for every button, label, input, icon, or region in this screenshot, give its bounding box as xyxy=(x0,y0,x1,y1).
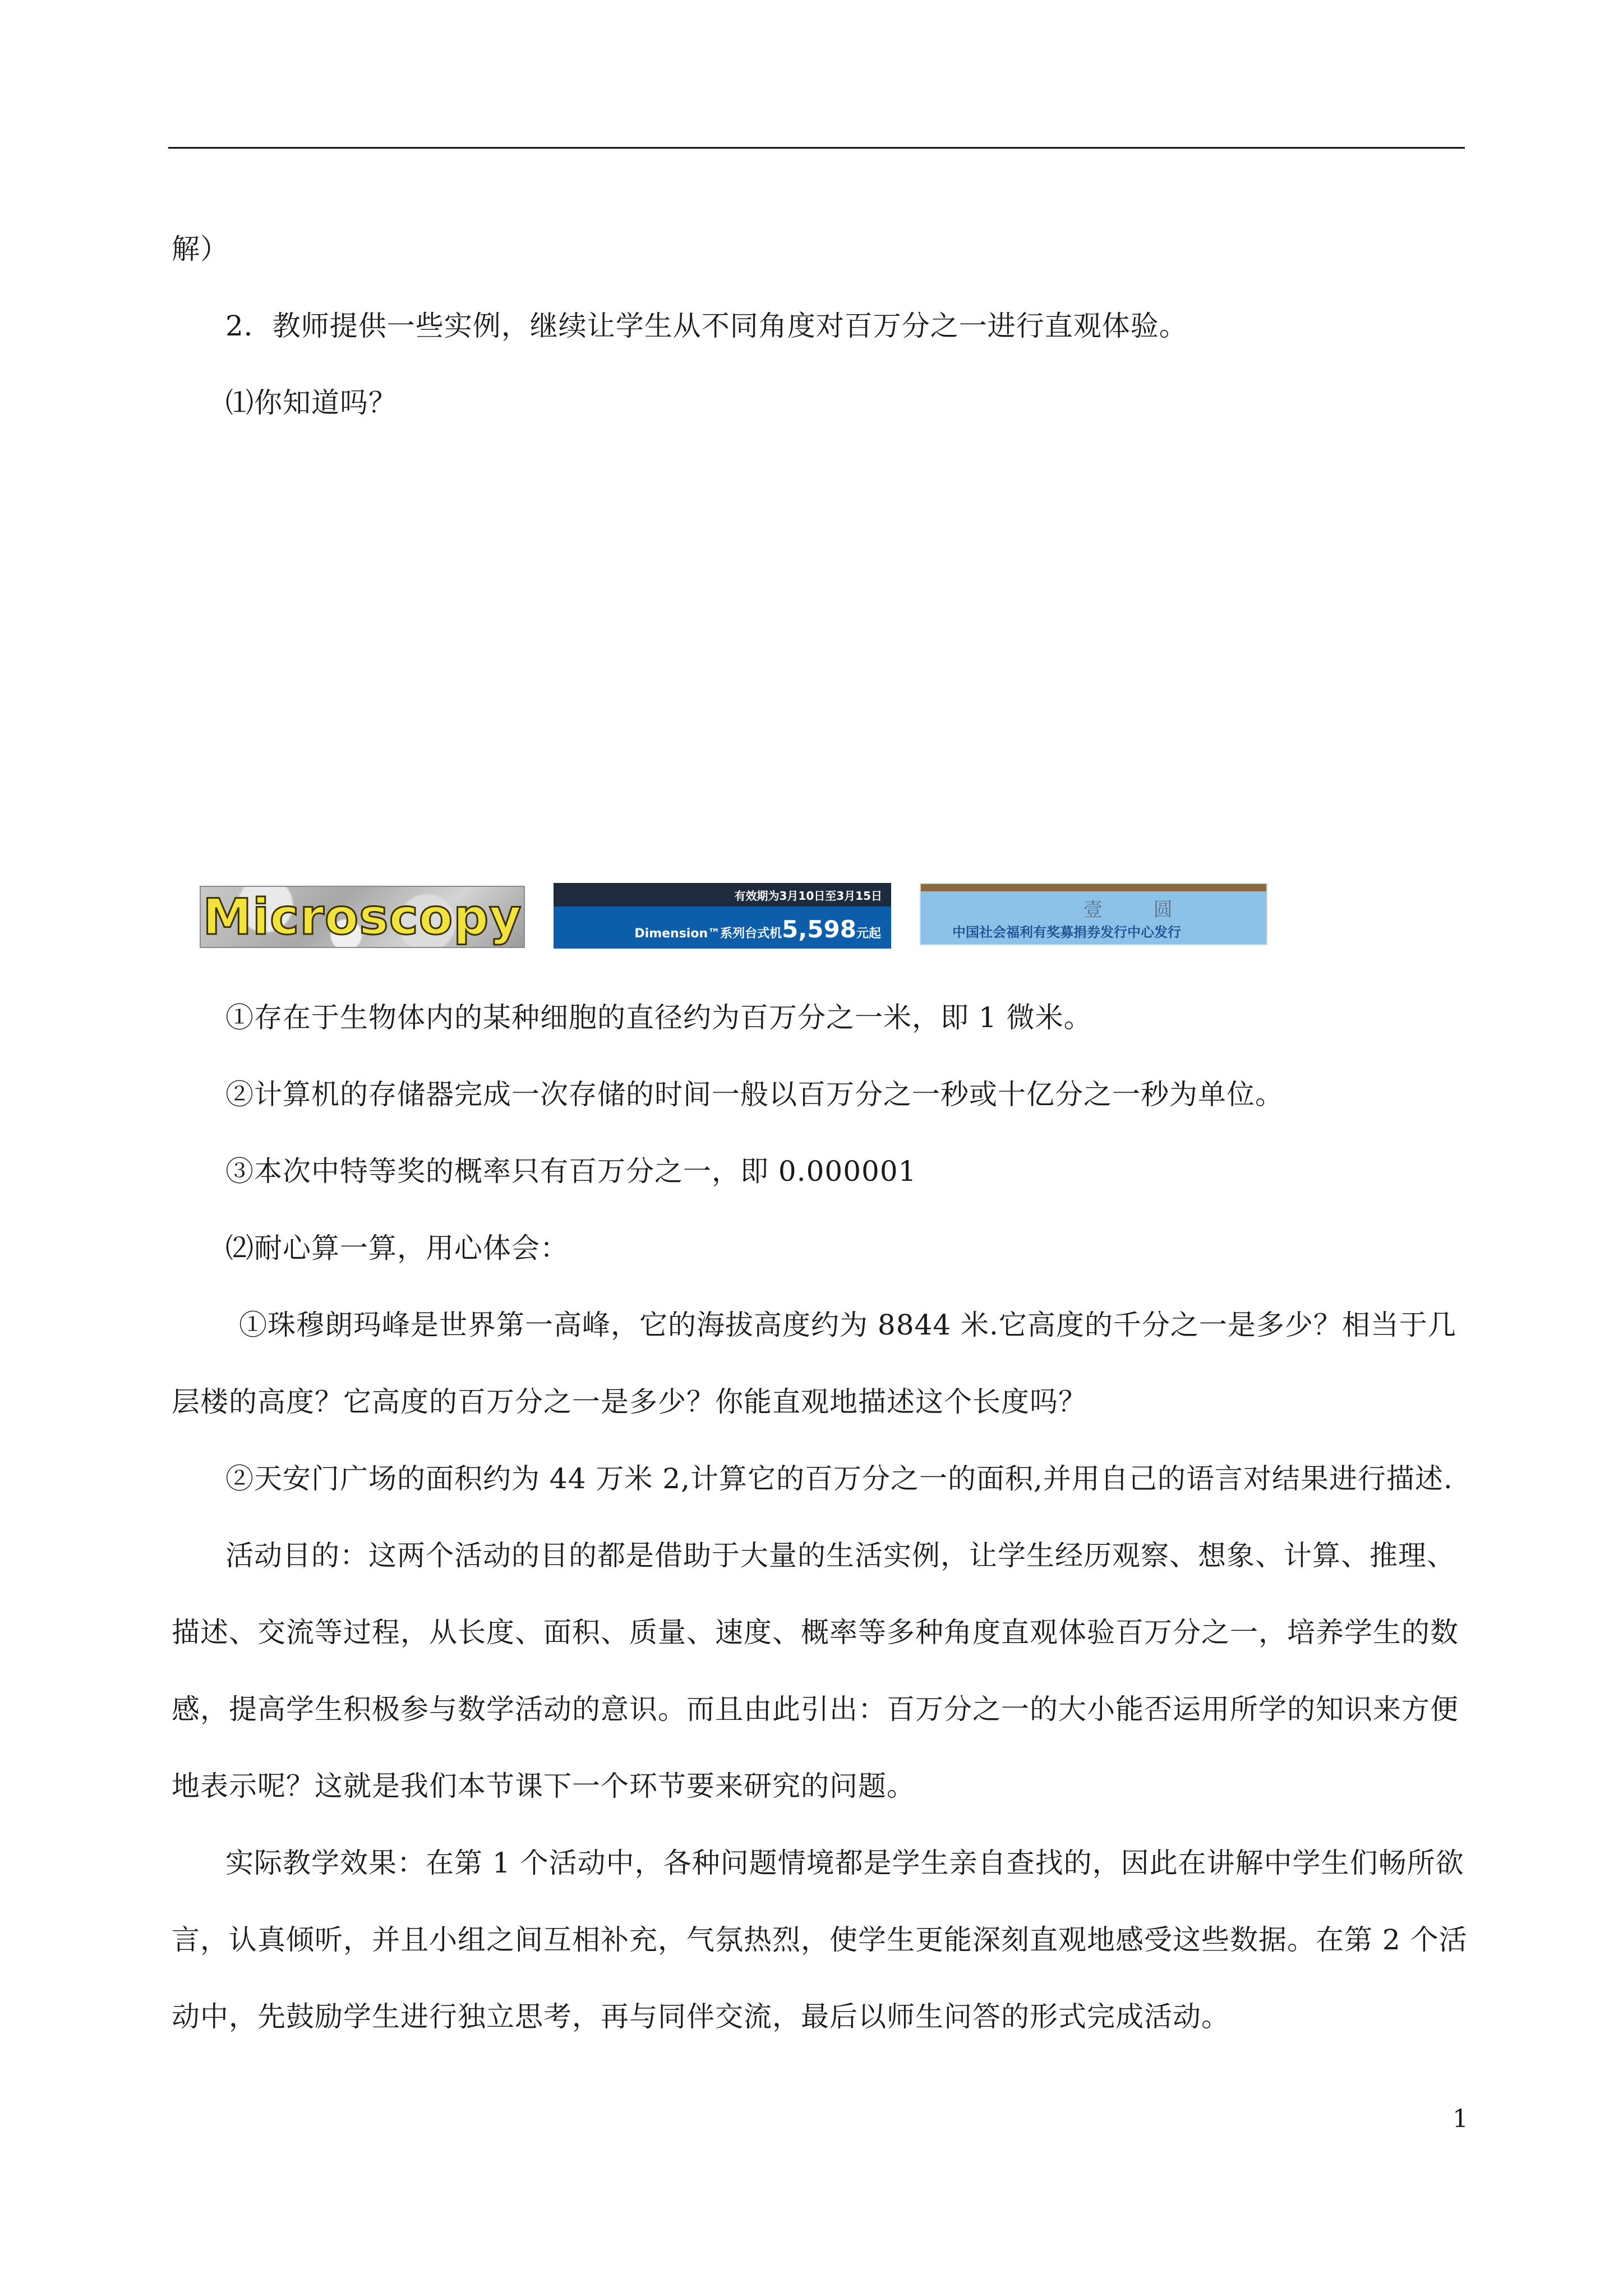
microscopy-banner xyxy=(200,886,525,948)
page-number: 1 xyxy=(1453,2105,1468,2133)
text-line-4: ①存在于生物体内的某种细胞的直径约为百万分之一米，即 1 微米。 xyxy=(225,1001,1092,1034)
text-line-13: 感，提高学生积极参与数学活动的意识。而且由此引出：百万分之一的大小能否运用所学的知识来方便 xyxy=(172,1693,1459,1726)
text-line-9: 层楼的高度？它高度的百万分之一是多少？你能直观地描述这个长度吗？ xyxy=(172,1386,1087,1418)
text-line-11: 活动目的：这两个活动的目的都是借助于大量的生活实例，让学生经历观察、想象、计算、推理、 xyxy=(225,1539,1455,1572)
text-line-5: ②计算机的存储器完成一次存储的时间一般以百万分之一秒或十亿分之一秒为单位。 xyxy=(225,1078,1284,1111)
text-line-14: 地表示呢？这就是我们本节课下一个环节要来研究的问题。 xyxy=(172,1770,915,1802)
text-line-6: ③本次中特等奖的概率只有百万分之一，即 0.000001 xyxy=(225,1155,917,1188)
text-line-2: 2．教师提供一些实例，继续让学生从不同角度对百万分之一进行直观体验。 xyxy=(225,310,1188,342)
text-line-10: ②天安门广场的面积约为 44 万米 2,计算它的百万分之一的面积,并用自己的语言对结果进行描述. xyxy=(225,1462,1453,1495)
text-line-12: 描述、交流等过程，从长度、面积、质量、速度、概率等多种角度直观体验百万分之一，培养学生的数 xyxy=(172,1616,1459,1649)
text-line-3: ⑴你知道吗？ xyxy=(225,386,397,419)
text-line-15: 实际教学效果：在第 1 个活动中，各种问题情境都是学生亲自查找的，因此在讲解中学生们畅所欲 xyxy=(225,1847,1464,1879)
dell-ad-offer xyxy=(634,915,881,943)
text-line-17: 动中，先鼓励学生进行独立思考，再与同伴交流，最后以师生问答的形式完成活动。 xyxy=(172,2000,1230,2033)
text-line-1: 解） xyxy=(172,233,229,265)
header-rule xyxy=(168,147,1465,149)
text-line-8: ①珠穆朗玛峰是世界第一高峰，它的海拔高度约为 8844 米.它高度的千分之一是多少？相当于几 xyxy=(239,1309,1456,1341)
dell-ad-product: Dimension™系列台式机 xyxy=(634,927,782,941)
text-line-16: 言，认真倾听，并且小组之间互相补充，气氛热烈，使学生更能深刻直观地感受这些数据。在第 2 个活 xyxy=(172,1924,1468,1956)
microscopy-label: Microscopy xyxy=(202,888,522,946)
dell-ad-suffix: 元起 xyxy=(856,927,881,941)
dell-ad-banner xyxy=(554,883,891,949)
text-line-7: ⑵耐心算一算，用心体会： xyxy=(225,1232,569,1264)
dell-ad-date: 有效期为3月10日至3月15日 xyxy=(734,889,882,903)
dell-ad-price: 5,598 xyxy=(782,915,856,943)
lottery-issuer: 中国社会福利有奖募捐券发行中心发行 xyxy=(952,924,1181,940)
lottery-denomination: 壹 圆 xyxy=(1083,899,1195,921)
lottery-ticket-image xyxy=(920,883,1267,945)
